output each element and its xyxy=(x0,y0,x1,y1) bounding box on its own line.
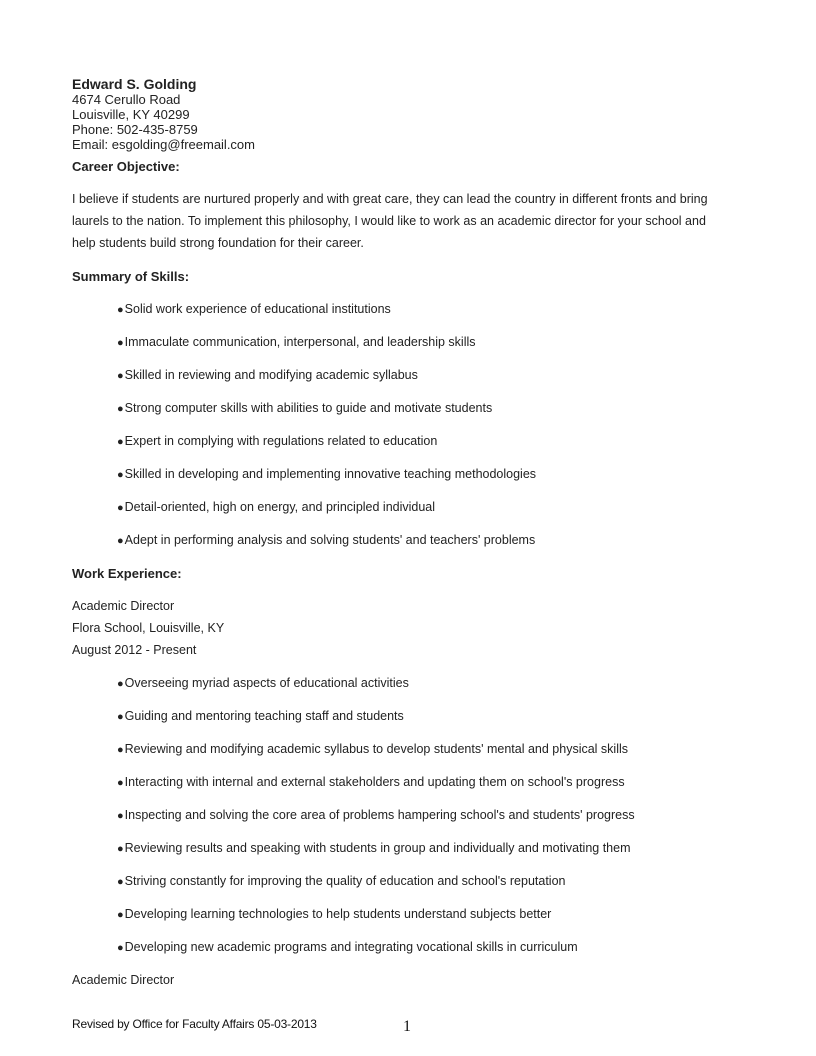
email-line: Email: esgolding@freemail.com xyxy=(72,137,255,152)
bullet-icon: ● xyxy=(117,909,124,921)
skill-item: ●Adept in performing analysis and solving students' and teachers' problems xyxy=(117,533,536,547)
bullet-icon: ● xyxy=(117,502,124,514)
job-employer: Flora School, Louisville, KY xyxy=(72,621,225,635)
bullet-icon: ● xyxy=(117,777,124,789)
bullet-icon: ● xyxy=(117,535,124,547)
skill-item: ●Skilled in reviewing and modifying academic syllabus xyxy=(117,368,418,382)
skill-item: ●Solid work experience of educational institutions xyxy=(117,302,391,316)
skill-item: ●Expert in complying with regulations related to education xyxy=(117,434,438,448)
duty-item: ●Guiding and mentoring teaching staff and students xyxy=(117,709,404,723)
skill-item: ●Detail-oriented, high on energy, and principled individual xyxy=(117,500,436,514)
bullet-icon: ● xyxy=(117,711,124,723)
candidate-name: Edward S. Golding xyxy=(72,76,197,92)
duty-item: ●Striving constantly for improving the quality of education and school's reputation xyxy=(117,874,566,888)
duty-item: ●Developing learning technologies to help students understand subjects better xyxy=(117,907,552,921)
career-objective-text: I believe if students are nurtured properly and with great care, they can lead the country in different fronts and bring laurels to the nation. To implement this philosophy, I would like to work as an academic director for your school and help students build strong foundation for their career. xyxy=(72,192,708,250)
city-line: Louisville, KY 40299 xyxy=(72,107,190,122)
bullet-icon: ● xyxy=(117,843,124,855)
work-experience-heading: Work Experience: xyxy=(72,566,182,581)
career-objective-heading: Career Objective: xyxy=(72,159,180,174)
skill-item: ●Skilled in developing and implementing innovative teaching methodologies xyxy=(117,467,537,481)
job-dates: August 2012 - Present xyxy=(72,643,197,657)
bullet-icon: ● xyxy=(117,403,124,415)
phone-line: Phone: 502-435-8759 xyxy=(72,122,198,137)
bullet-icon: ● xyxy=(117,876,124,888)
bullet-icon: ● xyxy=(117,469,124,481)
duty-item: ●Developing new academic programs and integrating vocational skills in curriculum xyxy=(117,940,578,954)
skill-item: ●Strong computer skills with abilities to guide and motivate students xyxy=(117,401,493,415)
bullet-icon: ● xyxy=(117,744,124,756)
bullet-icon: ● xyxy=(117,942,124,954)
duty-item: ●Reviewing results and speaking with students in group and individually and motivating them xyxy=(117,841,631,855)
job-title: Academic Director xyxy=(72,973,175,987)
job-title: Academic Director xyxy=(72,599,175,613)
bullet-icon: ● xyxy=(117,370,124,382)
revision-note: Revised by Office for Faculty Affairs 05-03-2013 xyxy=(72,1017,317,1031)
bullet-icon: ● xyxy=(117,304,124,316)
page-number: 1 xyxy=(403,1018,411,1035)
bullet-icon: ● xyxy=(117,436,124,448)
address-line: 4674 Cerullo Road xyxy=(72,92,181,107)
duty-item: ●Interacting with internal and external stakeholders and updating them on school's progress xyxy=(117,775,625,789)
duty-item: ●Inspecting and solving the core area of problems hampering school's and students' progress xyxy=(117,808,635,822)
bullet-icon: ● xyxy=(117,337,124,349)
skill-item: ●Immaculate communication, interpersonal, and leadership skills xyxy=(117,335,476,349)
bullet-icon: ● xyxy=(117,810,124,822)
duty-item: ●Overseeing myriad aspects of educational activities xyxy=(117,676,409,690)
bullet-icon: ● xyxy=(117,678,124,690)
skills-heading: Summary of Skills: xyxy=(72,269,190,284)
duty-item: ●Reviewing and modifying academic syllabus to develop students' mental and physical skills xyxy=(117,742,629,756)
